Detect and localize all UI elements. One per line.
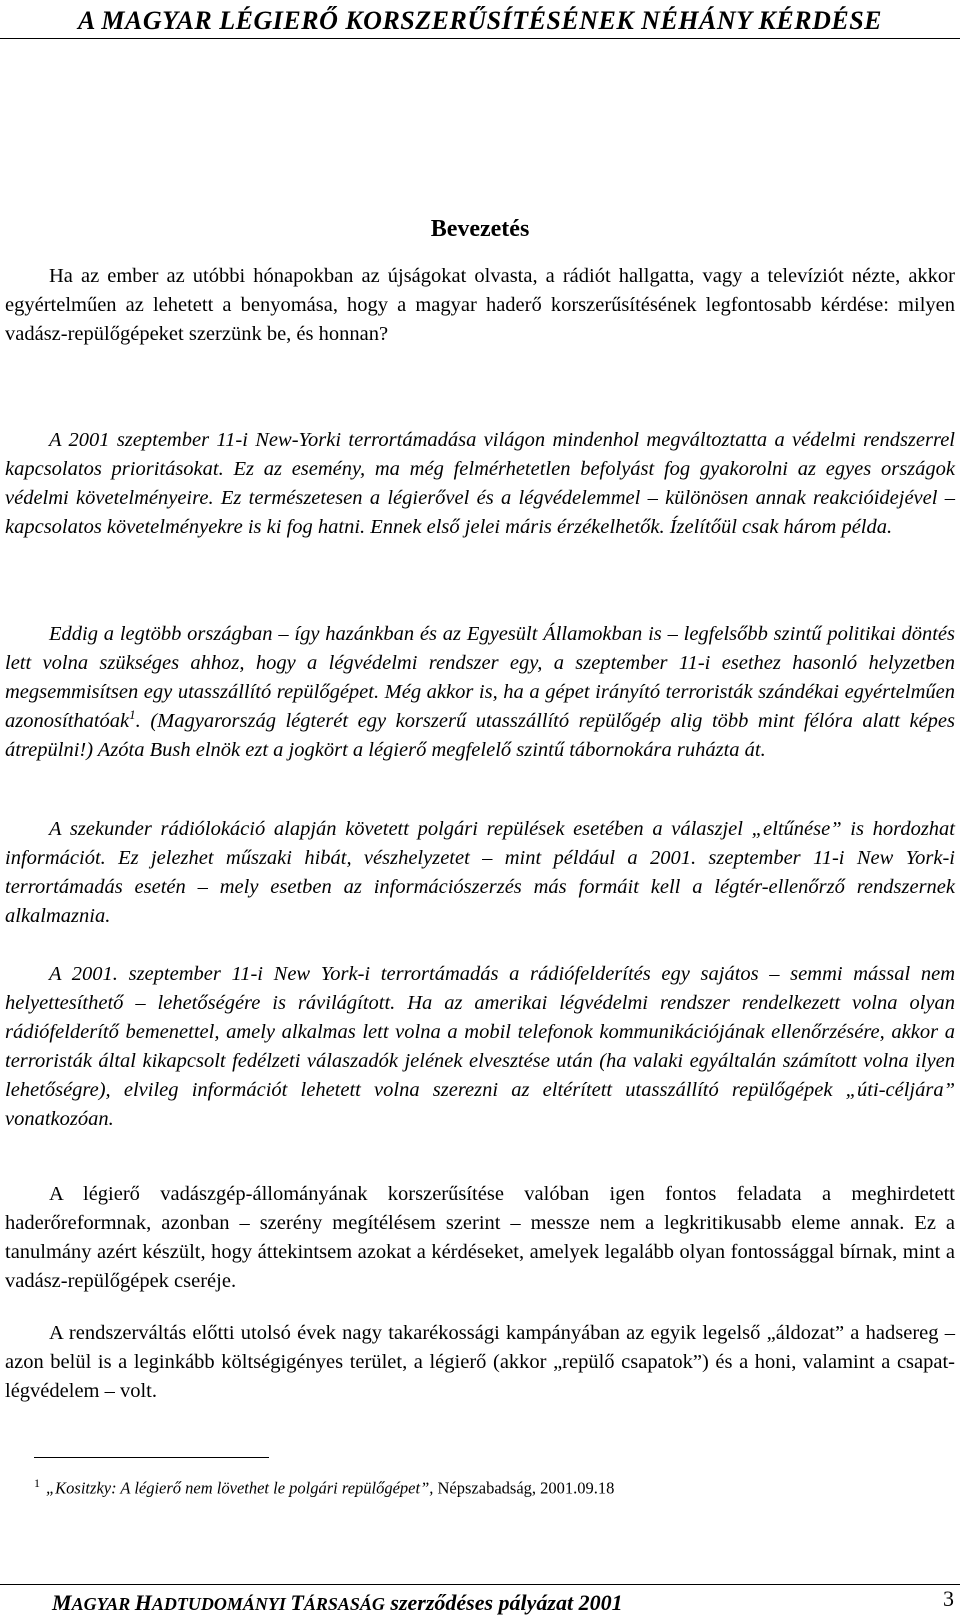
footnote-rule [34,1457,269,1458]
paragraph-3: Eddig a legtöbb országban – így hazánkban és az Egyesült Államokban is – legfelsőbb szintű politikai döntés lett volna szükséges ahhoz, hogy a légvédelmi rendszer egy, a szeptember 11-i esethez hasonló helyzetben megsemmisítsen egy utasszállító repülőgépet. Még akkor is, ha a gépet irányító terroristák szándékai egyértelműen azonosíthatóak$^1$. (Magyarország légterét egy korszerű utasszállító repülőgép alig több mint félóra alatt képes átrepülni!) Azóta Bush elnök ezt a jogkört a légierő megfelelő szintű tábornokára ruházta át. [5,623,956,761]
paragraph-6: A légierő vadászgép-állományának korszerűsítése valóban igen fontos feladata a meghirdetett haderőreformnak, azonban – szerény megítélésem szerint – messze nem a legkritikusabb eleme annak. Ez a tanulmány azért készült, hogy áttekintsem azokat a kérdéseket, amelyek legalább olyan fontossággal bírnak, mint a vadász-repülőgépek cseréje. [5,1183,955,1292]
footer-smallcaps-3: ÁRSASÁG [303,1594,385,1614]
footer-cap-h: H [134,1590,152,1615]
footer-rule [0,1584,960,1585]
paragraph-1: Ha az ember az utóbbi hónapokban az újságokat olvasta, a rádiót hallgatta, vagy a televíziót nézte, akkor egyértelműen az lehetett a benyomása, hogy a magyar haderő korszerűsítésének legfontosabb kérdése: milyen vadász-repülőgépeket szerzünk be, és honnan? [5,265,955,345]
paragraph-2-block [5,426,955,542]
footnote [34,1472,934,1500]
paragraph-3-text: Eddig a legtöbb országban – így hazánkban és az Egyesült Államokban is – legfelsőbb szintű politikai döntés lett volna szükséges ahhoz, hogy a légvédelmi rendszer egy, a szeptember 11-i esethez hasonló helyzetben megsemmisítsen egy utasszállító repülőgépet. Még akkor is, ha a gépet irányító terroristák szándékai egyértelműen azonosíthatóak [5,623,955,732]
paragraph-4-block [5,815,955,931]
footer-smallcaps-1: AGYAR [71,1594,135,1614]
section-title: Bevezetés [430,216,530,242]
footer-cap-t: T [290,1590,304,1615]
paragraph-3-block [5,620,955,765]
header-rule [0,38,960,39]
footer-text [52,1590,752,1616]
running-header: A MAGYAR LÉGIERŐ KORSZERŰSÍTÉSÉNEK NÉHÁNY KÉRDÉSE [77,6,882,35]
paragraph-5-block [5,960,955,1134]
footnote-mark: 1 [34,1476,40,1490]
paragraph-3-continuation: (Magyarország légterét egy korszerű utasszállító repülőgép alig több mint félóra alatt képes átrepülni!) Azóta Bush elnök ezt a jogkört a légierő megfelelő szintű tábornokára ruházta át. [5,710,956,761]
paragraph-5: A 2001. szeptember 11-i New York-i terrortámadás a rádiófelderítés egy sajátos – semmi mással nem helyettesíthető – lehetőségére is rávilágított. Ha az amerikai légvédelmi rendszer rendelkezett volna olyan rádiófelderítő bemenettel, amely alkalmas lett volna a mobil telefonok kommunikációjának ellenőrzésére, akkor a terroristák által kikapcsolt fedélzeti válaszadók jelének elvesztése után (ha valaki egyáltalán számított volna ilyen lehetőségre), elvileg információt lehetett volna szerezni az eltérített utasszállító repülőgépek „úti-céljára” vonatkozóan. [5,963,955,1130]
footer-smallcaps-2: ADTUDOMÁNYI [151,1594,291,1614]
footnote-reference[interactable]: 1 [129,707,136,723]
paragraph-1-block [5,262,955,349]
paragraph-6-block [5,1180,955,1296]
page-number: 3 [943,1586,954,1611]
paragraph-2: A 2001 szeptember 11-i New-Yorki terrortámadása világon mindenhol megváltoztatta a védelmi rendszerrel kapcsolatos prioritásokat. Ez az esemény, ma még felmérhetetlen befolyást fog gyakorolni az egyes országok védelmi követelményeire. Ez természetesen a légierővel és a légvédelemmel – különösen annak reakcióidejével – kapcsolatos követelményekre is ki fog hatni. Ennek első jelei máris érzékelhetők. Ízelítőül csak három példa. [5,429,955,538]
footer-tail: szerződéses pályázat 2001 [384,1590,623,1615]
paragraph-4: A szekunder rádiólokáció alapján követett polgári repülések esetében a válaszjel „eltűnése” is hordozhat információt. Ez jelezhet műszaki hibát, vészhelyzetet – mint például a 2001. szeptember 11-i New York-i terrortámadás esetén – mely esetben az információszerzés más formáit kell a légtér-ellenőrző rendszernek alkalmaznia. [5,818,955,927]
paragraph-7: A rendszerváltás előtti utolsó évek nagy takarékossági kampányában az egyik legelső „áldozat” a hadsereg – azon belül is a leginkább költségigényes terület, a légierő (akkor „repülő csapatok”) és a honi, valamint a csapat-légvédelem – volt. [5,1322,955,1402]
footer-cap-m: M [52,1590,72,1615]
paragraph-7-block [5,1319,955,1406]
footnote-italic-text: „Kositzky: A légierő nem lövethet le polgári repülőgépet”, [46,1478,434,1498]
footnote-source: Népszabadság, 2001.09.18 [437,1478,615,1498]
